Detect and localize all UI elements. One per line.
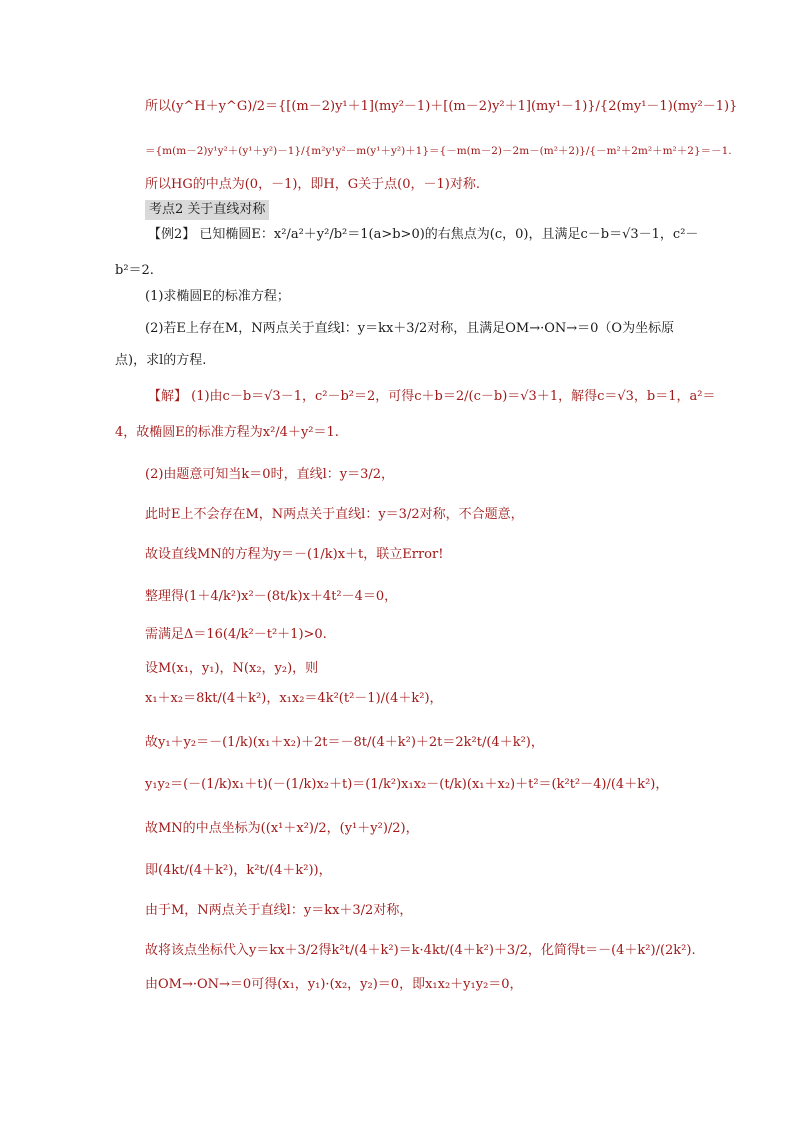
text-line: 即(4kt/(4＋k²)，k²t/(4＋k²))， [145,863,332,878]
text-line: b²＝2. [115,263,154,278]
text-line: 由于M，N两点关于直线l：y＝kx＋3/2对称， [145,903,413,918]
text-line: 整理得(1＋4/k²)x²－(8t/k)x＋4t²－4＝0， [145,589,398,604]
text-line: 此时E上不会存在M，N两点关于直线l：y＝3/2对称，不合题意， [145,507,524,522]
text-line: y₁y₂＝(－(1/k)x₁＋t)(－(1/k)x₂＋t)＝(1/k²)x₁x₂－(t/k)(x₁＋x₂)＋t²＝(k²t²－4)/(4＋k²)， [145,777,669,792]
solution-line: 【解】 (1)由c－b＝√3－1，c²－b²＝2，可得c＋b＝2/(c－b)＝√3＋1，解得c＝√3，b＝1，a²＝ [148,389,716,404]
text-line: (2)由题意可知当k＝0时，直线l：y＝3/2， [145,467,394,482]
text-line: 故y₁＋y₂＝－(1/k)(x₁＋x₂)＋2t＝－8t/(4＋k²)＋2t＝2k²t/(4＋k²)， [145,735,544,750]
example-statement: 【例2】 已知椭圆E：x²/a²＋y²/b²＝1(a>b>0)的右焦点为(c，0)，且满足c－b＝√3－1，c²－ [148,227,699,242]
text-line: 4，故椭圆E的标准方程为x²/4＋y²＝1. [115,425,339,440]
text-line: 需满足Δ＝16(4/k²－t²＋1)>0. [145,627,327,642]
section-heading [145,200,714,220]
text-line: 点)，求l的方程. [115,353,207,368]
text-line: 所以HG的中点为(0，－1)，即H，G关于点(0，－1)对称. [145,177,480,192]
text-line: 故将该点坐标代入y＝kx＋3/2得k²t/(4＋k²)＝k·4kt/(4＋k²)＋3/2，化简得t＝－(4＋k²)/(2k²). [145,943,696,958]
section-tag: 考点2 关于直线对称 [145,200,269,220]
text-line: 设M(x₁，y₁)，N(x₂，y₂)，则 [145,661,319,676]
question-2: (2)若E上存在M，N两点关于直线l：y＝kx＋3/2对称，且满足OM→·ON→＝0（O为坐标原 [145,321,675,336]
text-line: x₁＋x₂＝8kt/(4＋k²)，x₁x₂＝4k²(t²－1)/(4＋k²)， [145,691,443,706]
text-line: 故MN的中点坐标为((x¹＋x²)/2，(y¹＋y²)/2)， [145,821,419,836]
text-line: ＝{m(m－2)y¹y²＋(y¹＋y²)－1}/{m²y¹y²－m(y¹＋y²)＋1}＝{－m(m－2)－2m－(m²＋2)}/{－m²＋2m²＋m²＋2}＝－1. [145,145,732,157]
question-1: (1)求椭圆E的标准方程； [145,289,290,304]
text-line: 由OM→·ON→＝0可得(x₁，y₁)·(x₂，y₂)＝0，即x₁x₂＋y₁y₂＝0， [145,977,523,992]
text-line: 所以(y^H＋y^G)/2＝{[(m－2)y¹＋1](my²－1)＋[(m－2)y²＋1](my¹－1)}/{2(my¹－1)(my²－1)} [145,99,738,114]
text-line: 故设直线MN的方程为y＝－(1/k)x＋t，联立Error! [145,547,444,562]
